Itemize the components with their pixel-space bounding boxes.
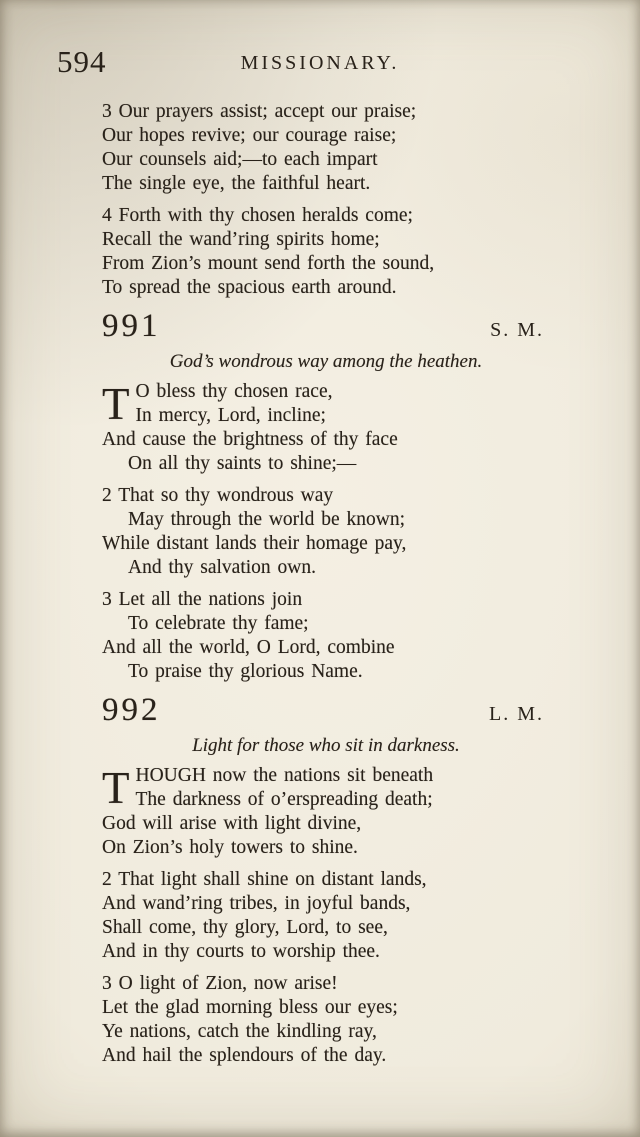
verse-line: To praise thy glorious Name. (128, 661, 363, 682)
hymn-header-991 (102, 308, 550, 348)
verse-line: And wand’ring tribes, in joyful bands, (102, 893, 411, 914)
hymn-992-stanza-2 (102, 868, 550, 964)
verse-line: 3 Our prayers assist; accept our praise; (102, 101, 417, 122)
running-head: MISSIONARY. (240, 52, 400, 74)
verse-line: On Zion’s holy towers to shine. (102, 837, 358, 858)
verse-line: On all thy saints to shine;— (128, 453, 357, 474)
hymn-number: 992 (102, 692, 161, 728)
page-header (0, 0, 640, 100)
verse-line: Shall come, thy glory, Lord, to see, (102, 917, 388, 938)
verse-line: Let the glad morning bless our eyes; (102, 997, 398, 1018)
hymn-title: God’s wondrous way among the heathen. (169, 351, 483, 372)
hymn-meter: S. M. (490, 319, 544, 341)
verse-line: And all the world, O Lord, combine (102, 637, 395, 658)
stanza-4-continued (102, 204, 550, 300)
verse-line: Ye nations, catch the kindling ray, (102, 1021, 377, 1042)
stanza-3-continued (102, 100, 550, 196)
text-column (0, 100, 640, 1068)
drop-cap: T (102, 763, 130, 813)
verse-line: The darkness of o’erspreading death; (135, 789, 433, 810)
verse-line: 3 Let all the nations join (102, 589, 303, 610)
verse-line: And in thy courts to worship thee. (102, 941, 380, 962)
hymn-header-992 (102, 692, 550, 732)
verse-line: God will arise with light divine, (102, 813, 362, 834)
verse-line: May through the world be known; (128, 509, 406, 530)
verse-line: 3 O light of Zion, now arise! (102, 973, 338, 994)
verse-line: In mercy, Lord, incline; (135, 405, 326, 426)
page-number: 594 (57, 44, 107, 79)
verse-line: 4 Forth with thy chosen heralds come; (102, 205, 413, 226)
verse-line: 2 That light shall shine on distant lands, (102, 869, 427, 890)
verse-line: To spread the spacious earth around. (102, 277, 397, 298)
hymn-991-stanza-3 (102, 588, 550, 684)
hymn-992-stanza-1 (102, 764, 550, 860)
verse-line: Our counsels aid;—to each impart (102, 149, 378, 170)
verse-line: 2 That so thy wondrous way (102, 485, 334, 506)
hymn-992-stanza-3 (102, 972, 550, 1068)
verse-line: O bless thy chosen race, (135, 381, 333, 402)
verse-line: And thy salvation own. (128, 557, 316, 578)
verse-line: And hail the splendours of the day. (102, 1045, 387, 1066)
hymn-991-stanza-1 (102, 380, 550, 476)
drop-cap: T (102, 379, 130, 429)
verse-line: To celebrate thy fame; (128, 613, 309, 634)
hymn-991-stanza-2 (102, 484, 550, 580)
verse-line: Recall the wand’ring spirits home; (102, 229, 380, 250)
verse-line: And cause the brightness of thy face (102, 429, 398, 450)
verse-line: Our hopes revive; our courage raise; (102, 125, 397, 146)
verse-line: While distant lands their homage pay, (102, 533, 407, 554)
verse-line: The single eye, the faithful heart. (102, 173, 371, 194)
hymn-number: 991 (102, 308, 161, 344)
verse-line: From Zion’s mount send forth the sound, (102, 253, 435, 274)
verse-line: HOUGH now the nations sit beneath (135, 765, 434, 786)
hymn-meter: L. M. (489, 703, 544, 725)
hymn-title: Light for those who sit in darkness. (192, 735, 460, 756)
